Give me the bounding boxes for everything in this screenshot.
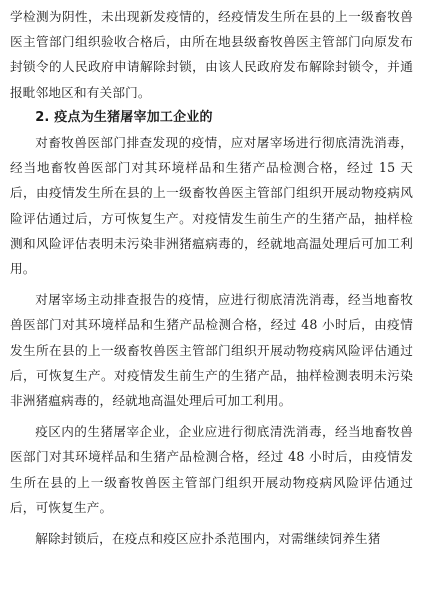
paragraph-after-unlock: 解除封锁后，在疫点和疫区应扑杀范围内，对需继续饲养生猪 [35, 531, 381, 547]
section-heading: 2. 疫点为生猪屠宰加工企业的 [35, 109, 213, 125]
paragraph-unlock-procedure: 学检测为阴性，未出现新发疫情的，经疫情发生所在县的上一级畜牧兽医主管部门组织验收合格后，由所在地县级畜牧兽医主管部门向原发布封锁令的人民政府申请解除封锁，由该人民政府发布解除封锁令，并通报毗邻地区和有关部门。 [10, 9, 413, 100]
paragraph-inspection-found: 对畜牧兽医部门排查发现的疫情，应对屠宰场进行彻底清洗消毒，经当地畜牧兽医部门对其环境样品和生猪产品检测合格，经过 15 天后，由疫情发生所在县的上一级畜牧兽医主管部门组织开展动物疫病风险评估通过后，方可恢复生产。对疫情发生前生产的生猪产品，抽样检测和风险评估表明未污染非洲猪瘟病毒的，经就地高温处理后可加工利用。 [10, 135, 413, 277]
paragraph-self-reported: 对屠宰场主动排查报告的疫情，应进行彻底清洗消毒，经当地畜牧兽医部门对其环境样品和生猪产品检测合格，经过 48 小时后，由疫情发生所在县的上一级畜牧兽医主管部门组织开展动物疫病风险评估通过后，可恢复生产。对疫情发生前生产的生猪产品，抽样检测表明未污染非洲猪瘟病毒的，经就地高温处理后可加工利用。 [10, 292, 413, 409]
paragraph-epidemic-zone: 疫区内的生猪屠宰企业，企业应进行彻底清洗消毒，经当地畜牧兽医部门对其环境样品和生猪产品检测合格，经过 48 小时后，由疫情发生所在县的上一级畜牧兽医主管部门组织开展动物疫病风险评估通过后，可恢复生产。 [10, 424, 413, 515]
